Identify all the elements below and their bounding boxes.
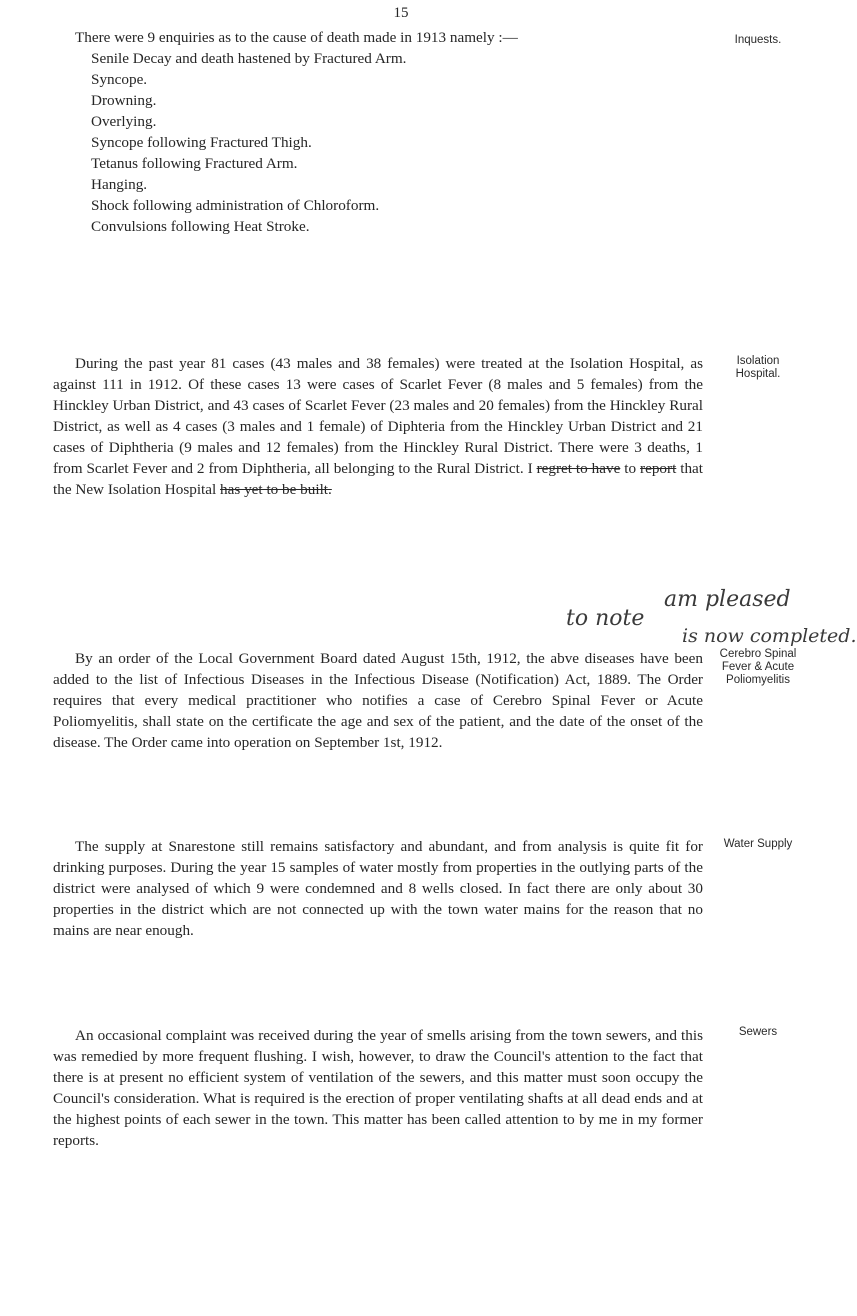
cerebro-paragraph: By an order of the Local Government Board dated August 15th, 1912, the abve diseases have been added to the list of Infectious Diseases in the Infectious Disease (Notification) Act, 1889. The Order requires that every medical practitioner who notifies a case of Cerebro Spinal Fever or Acute Poliomyelitis, shall state on the certificate the age and sex of the patient, and the date of the onset of the disease. The Order came into operation on September 1st, 1912. [53,650,703,751]
margin-note-isolation-hospital: Isolation Hospital. [735,355,781,380]
note-line: Poliomyelitis [726,674,790,686]
struck-text: regret to have [536,460,621,477]
water-paragraph: The supply at Snarestone still remains satisfactory and abundant, and from analysis is quite fit for drinking purposes. During the year 15 samples of water mostly from properties in the outlying parts of the district were analysed of which 9 were condemned and 8 wells closed. In fact there are only about 30 properties in the district which are not connected up with the town water mains for the reason that no mains are near enough. [53,838,703,939]
page-number: 15 [393,5,409,21]
cerebro-spinal-section [53,648,703,753]
isolation-paragraph [53,353,703,500]
margin-note-cerebro-spinal [716,648,800,687]
note-line: Fever & Acute [721,661,795,673]
cause-item: Convulsions following Heat Stroke. [91,218,310,235]
struck-text: has yet to be built. [220,481,332,498]
water-supply-section [53,836,703,941]
cause-item: Drowning. [91,92,157,109]
margin-note-inquests: Inquests. [734,34,782,46]
cause-item: Shock following administration of Chloroform. [91,197,380,214]
cause-item: Senile Decay and death hastened by Fractured Arm. [91,50,407,67]
cause-item: Overlying. [91,113,157,130]
handwritten-annotation: to note [566,606,645,631]
cause-item: Hanging. [91,176,148,193]
handwritten-annotation: is now completed. [682,625,857,647]
cause-item: Syncope following Fractured Thigh. [91,134,312,151]
isolation-text-to: to [624,460,637,477]
struck-text: report [640,460,677,477]
margin-note-water-supply: Water Supply [723,838,793,850]
margin-note-sewers: Sewers [738,1026,778,1038]
isolation-text-mid: that the New Isolation Hospital [53,460,704,498]
cause-item: Syncope. [91,71,148,88]
sewers-paragraph: An occasional complaint was received during the year of smells arising from the town sewers, and this was remedied by more frequent flushing. I wish, however, to draw the Council's attention to the fact that there is at present no efficient system of ventilation of the sewers, and this matter must soon occupy the Council's consideration. What is required is the erection of proper ventilating shafts at all dead ends and at the highest points of each sewer in the town. This matter has been called attention to by me in my former reports. [53,1027,703,1149]
sewers-section [53,1025,703,1151]
isolation-hospital-section [53,353,703,500]
note-line: Cerebro Spinal [719,648,797,660]
cause-item: Tetanus following Fractured Arm. [91,155,298,172]
inquests-cause-list [91,48,703,237]
handwritten-annotation: am pleased [664,587,791,612]
isolation-text: During the past year 81 cases (43 males and 38 females) were treated at the Isolation Hospital, as against 111 in 1912. Of these cases 13 were cases of Scarlet Fever (8 males and 5 females) from the Hinckley Urban District, and 43 cases of Scarlet Fever (23 males and 20 females) from the Hinckley Rural District, as well as 4 cases (3 males and 1 female) of Diphteria from the Hinckley Urban District and 21 cases of Diphtheria (9 males and 12 females) from the Hinckley Rural District. There were 3 deaths, 1 from Scarlet Fever and 2 from Diphtheria, all belonging to the Rural District. I [53,355,703,477]
inquests-section [53,27,703,237]
inquests-intro: There were 9 enquiries as to the cause of death made in 1913 namely :— [75,29,518,46]
